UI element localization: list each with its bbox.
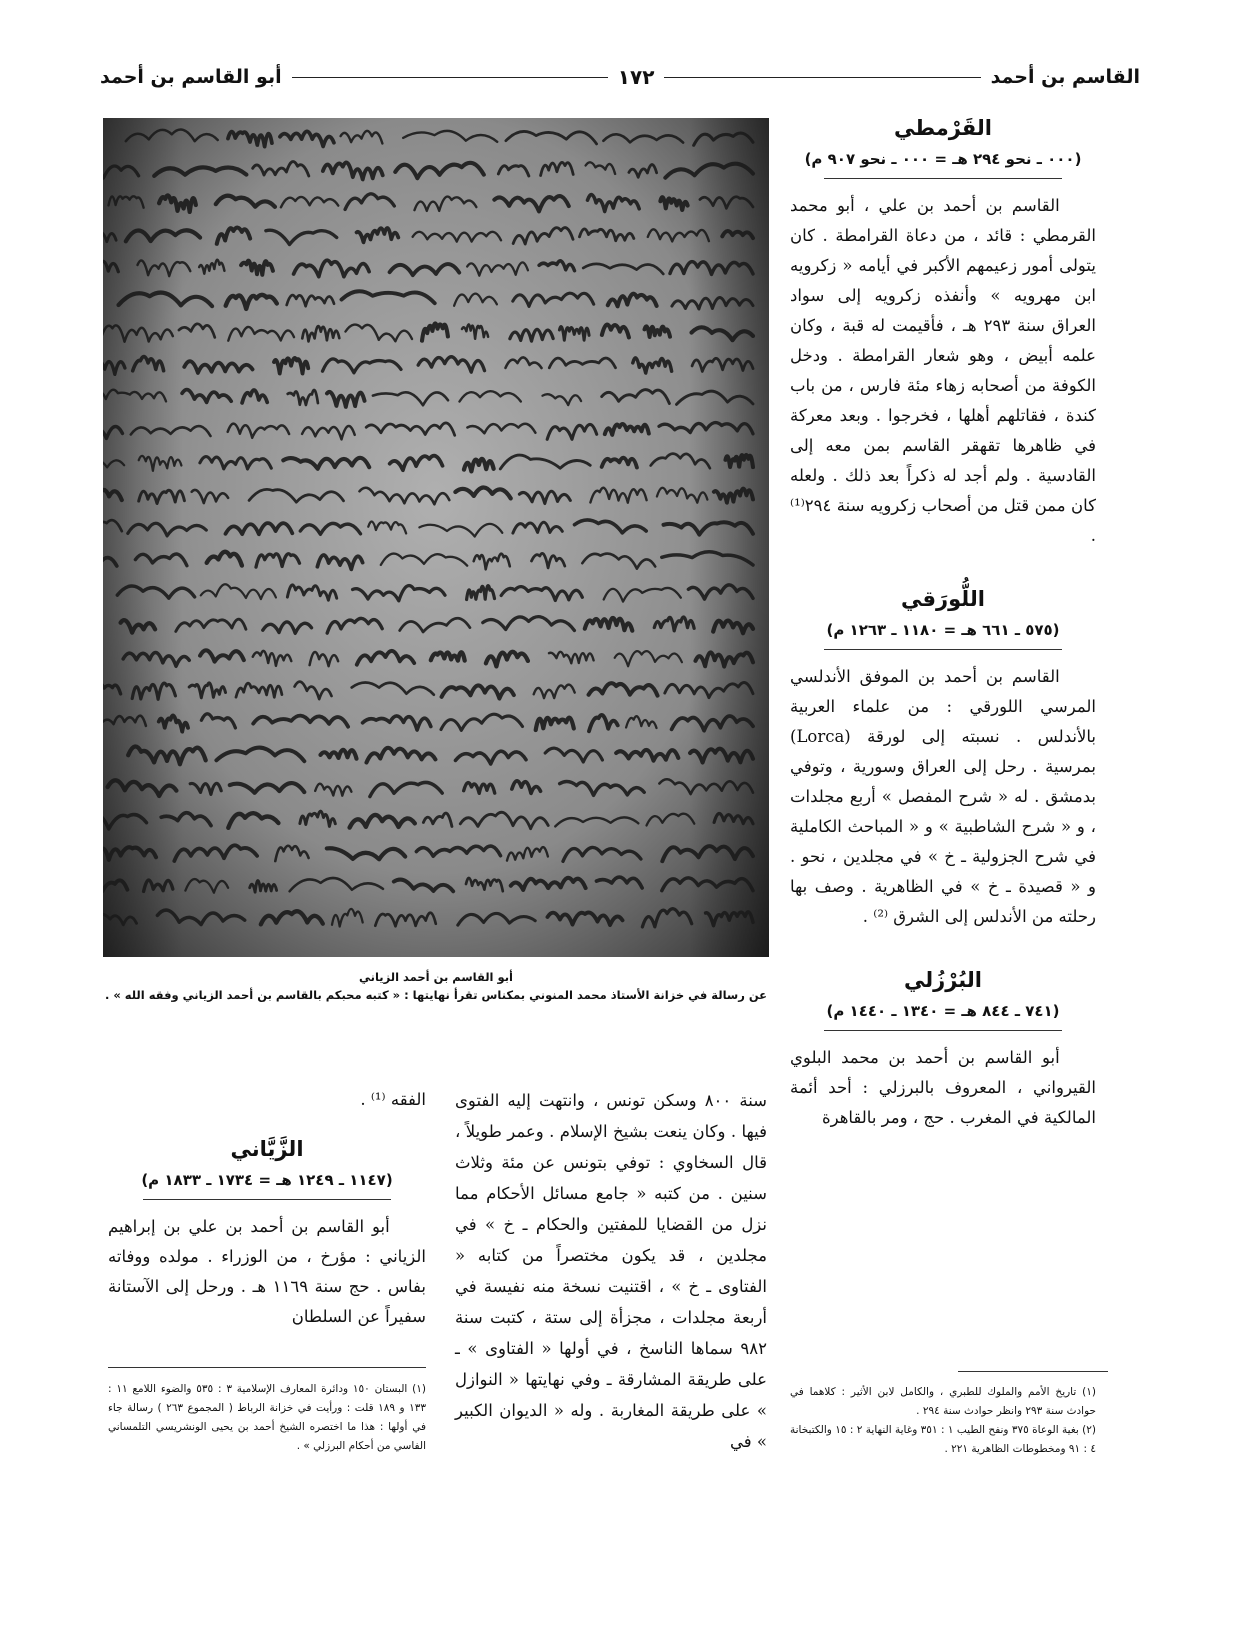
footnotes-right — [790, 1383, 1096, 1459]
entry-divider — [143, 1199, 391, 1200]
entry-dates: (٠٠٠ ـ نحو ٢٩٤ هـ = ٠٠٠ ـ نحو ٩٠٧ م) — [804, 150, 1082, 168]
entry-dates: (٥٧٥ ـ ٦٦١ هـ = ١١٨٠ ـ ١٢٦٣ م) — [826, 621, 1060, 639]
image-caption — [103, 968, 769, 1004]
caption-title: أبو القاسم بن أحمد الزياني — [359, 970, 513, 984]
entry-end: الفقه ⁽¹⁾ . — [360, 1090, 426, 1109]
running-header — [100, 62, 1140, 92]
entry-divider — [824, 649, 1063, 650]
page-number: ١٧٢ — [617, 65, 655, 89]
entry-lawraqi — [790, 583, 1096, 932]
entry-body: القاسم بن أحمد بن علي ، أبو محمد القرمطي : قائد ، من دعاة القرامطة . كان يتولى أمور زعيمهم الأكبر في أيامه « زكرويه ابن مهرويه » وأنفذه زكرويه إلى سواد العراق سنة ٢٩٣ هـ ، فأقيمت له قبة ، وكان علمه أبيض ، وهو شعار القرامطة . ودخل الكوفة من أصحابه زهاء مئة فارس ، من باب كندة ، فقاتلهم أهلها ، فخرجوا . وبعد معركة في ظاهرها تقهقر القاسم بمن معه إلى القادسية . ولم أجد له ذكراً بعد ذلك . ولعله كان ممن قتل من أصحاب زكرويه سنة ٢٩٤⁽¹⁾ . — [790, 196, 1096, 545]
footnotes-left — [108, 1380, 426, 1456]
caption-source: عن رسالة في خزانة الأستاذ محمد المنوني بمكناس تقرأ نهايتها : « كتبه محبكم بالقاسم بن أحمد الزياني وفقه الله » . — [104, 988, 768, 1002]
entry-title: اللُّورَقي — [901, 587, 985, 611]
right-column — [790, 112, 1096, 1139]
header-rule — [292, 77, 608, 78]
entry-dates: (٧٤١ ـ ٨٤٤ هـ = ١٣٤٠ ـ ١٤٤٠ م) — [826, 1002, 1060, 1020]
entry-zayyani — [108, 1133, 426, 1332]
header-left-title: أبو القاسم بن أحمد — [100, 66, 282, 88]
manuscript-photo — [103, 118, 769, 957]
entry-title: الزَّيَّاني — [230, 1137, 304, 1161]
header-rule — [664, 77, 980, 78]
left-column — [108, 1085, 426, 1338]
entry-divider — [824, 1030, 1063, 1031]
entry-continuation: سنة ٨٠٠ وسكن تونس ، وانتهت إليه الفتوى فيها . وكان ينعت بشيخ الإسلام . وعمر طويلاً ، قال السخاوي : توفي بتونس عن مئة وثلاث سنين . من كتبه « جامع مسائل الأحكام مما نزل من القضايا للمفتين والحكام ـ خ » في مجلدين ، قد يكون مختصراً من كتابه « الفتاوى ـ خ » ، اقتنيت نسخة منه نفيسة في أربعة مجلدات ، مجزأة إلى ستة ، كتبت سنة ٩٨٢ سماها الناسخ ، في أولها « الفتاوى » ـ على طريقة المشارقة ـ وفي نهايتها « النوازل » على طريقة المغاربة . وله « الديوان الكبير » في — [455, 1091, 767, 1451]
footnote-rule — [108, 1367, 426, 1368]
footnote: (١) البستان ١٥٠ ودائرة المعارف الإسلامية ٣ : ٥٣٥ والضوء اللامع ١١ : ١٣٣ و ١٨٩ قلت : ورأيت في خزانة الرباط ( المجموع ٢٦٣ ) رسالة جاء في أولها : هذا ما اختصره الشيخ أحمد بن يحيى الونشريسي التلمساني الفاسي من أحكام البرزلي » . — [108, 1383, 426, 1452]
middle-column — [455, 1085, 767, 1457]
footnote: (١) تاريخ الأمم والملوك للطبري ، والكامل لابن الأثير : كلاهما في حوادث سنة ٢٩٣ وانظر حوادث سنة ٢٩٤ . — [790, 1386, 1096, 1417]
footnote-rule — [958, 1371, 1108, 1372]
entry-body: القاسم بن أحمد بن الموفق الأندلسي المرسي اللورقي : من علماء العربية بالأندلس . نسبته إلى لورقة (Lorca) بمرسية . رحل إلى العراق وسورية ، وتوفي بدمشق . له « شرح المفصل » أربع مجلدات ، و « شرح الشاطبية » و « المباحث الكاملية في شرح الجزولية ـ خ » في مجلدين ، نحو . و « قصيدة ـ خ » في الظاهرية . وصف بها رحلته من الأندلس إلى الشرق ⁽²⁾ . — [790, 667, 1096, 926]
entry-divider — [824, 178, 1063, 179]
footnote: (٢) بغية الوعاة ٣٧٥ ونفح الطيب ١ : ٣٥١ وغاية النهاية ٢ : ١٥ والكتبخانة ٤ : ٩١ ومخطوطات الظاهرية ٢٢١ . — [790, 1424, 1097, 1455]
entry-qarmati — [790, 112, 1096, 551]
entry-body: أبو القاسم بن أحمد بن علي بن إبراهيم الزياني : مؤرخ ، من الوزراء . مولده ووفاته بفاس . حج سنة ١١٦٩ هـ . ورحل إلى الآستانة سفيراً عن السلطان — [108, 1217, 426, 1326]
manuscript-image — [103, 118, 769, 957]
entry-title: القَرْمطي — [894, 116, 992, 140]
entry-dates: (١١٤٧ ـ ١٢٤٩ هـ = ١٧٣٤ ـ ١٨٣٣ م) — [141, 1171, 393, 1189]
entry-body: أبو القاسم بن أحمد بن محمد البلوي القيرواني ، المعروف بالبرزلي : أحد أئمة المالكية في المغرب . حج ، ومر بالقاهرة — [790, 1048, 1096, 1127]
header-right-title: القاسم بن أحمد — [990, 66, 1140, 88]
entry-title: البُرْزُلي — [904, 968, 982, 992]
entry-burzuli — [790, 964, 1096, 1133]
